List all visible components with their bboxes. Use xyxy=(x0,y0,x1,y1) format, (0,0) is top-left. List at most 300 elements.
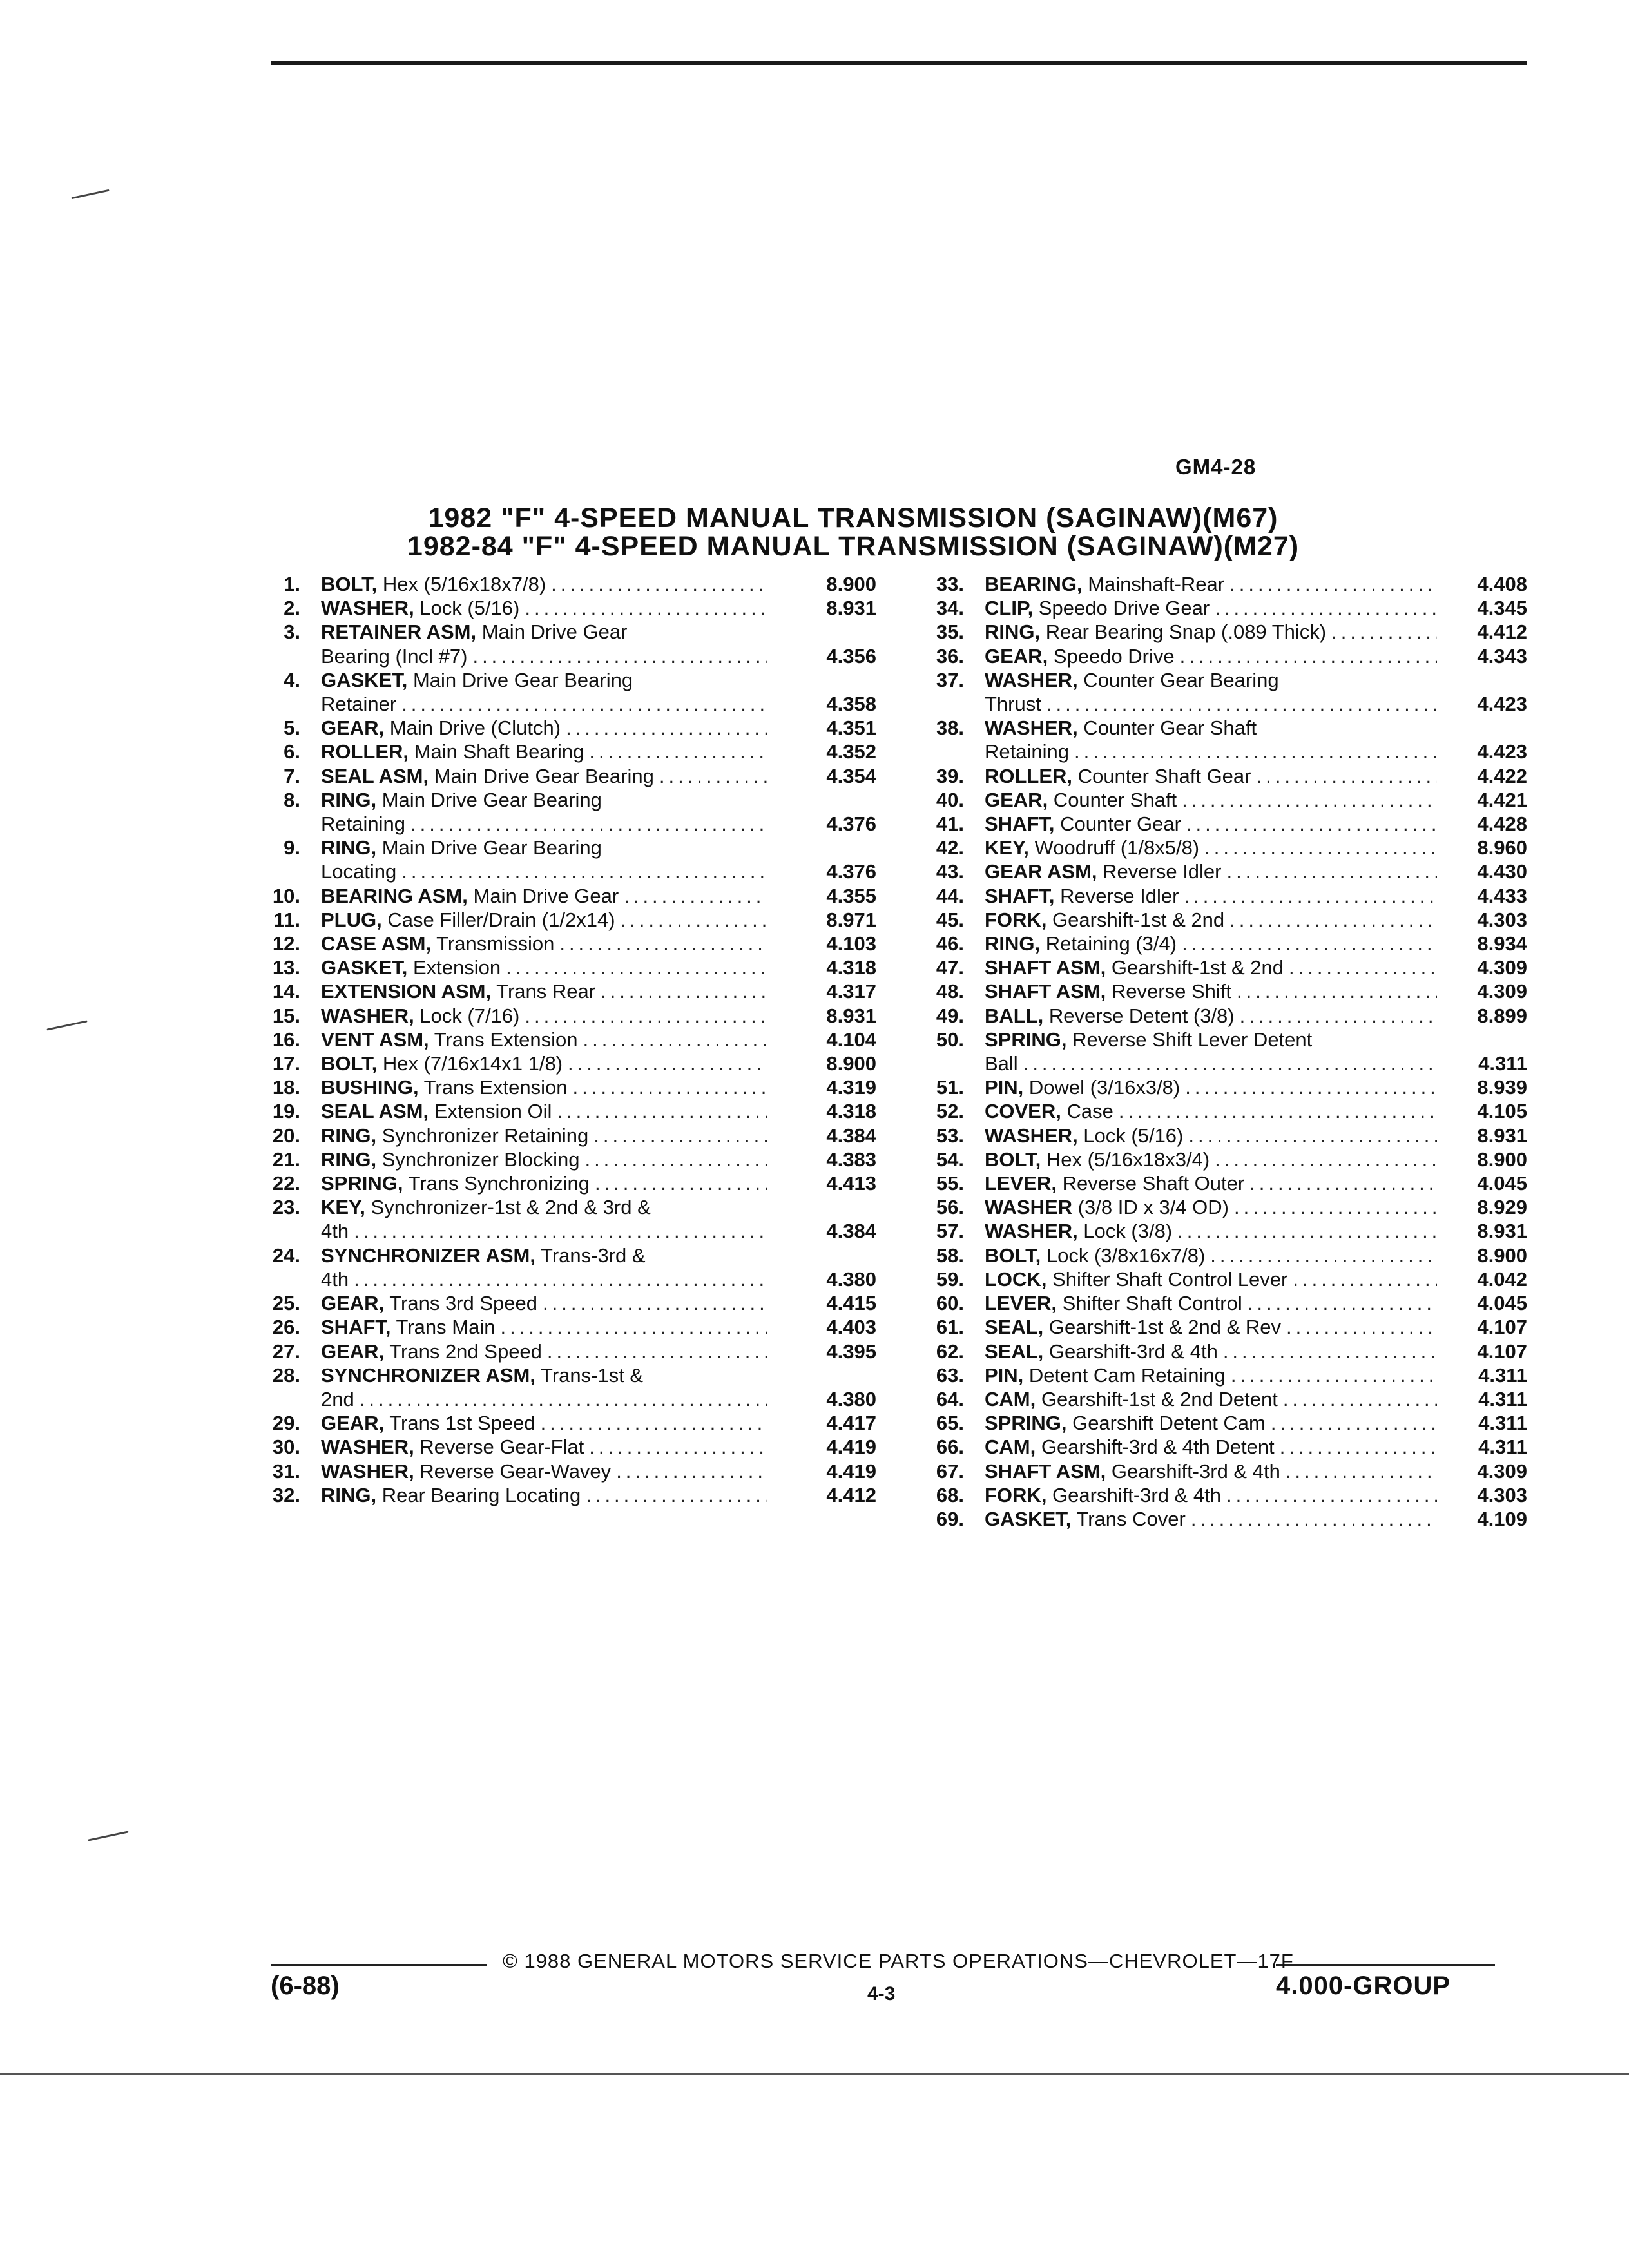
parts-list-row xyxy=(258,596,876,620)
group-number: 4.303 xyxy=(1477,1483,1527,1506)
part-description xyxy=(321,620,767,644)
top-rule xyxy=(271,61,1527,65)
part-description xyxy=(985,1052,1437,1075)
part-description xyxy=(321,836,767,860)
part-detail: Reverse Detent (3/8) xyxy=(1043,1004,1235,1027)
group-number xyxy=(767,1363,876,1387)
group-number: 4.105 xyxy=(1477,1100,1527,1123)
group-number: 8.900 xyxy=(826,573,876,595)
part-description xyxy=(321,1387,767,1411)
part-name: KEY, xyxy=(321,1196,365,1219)
part-description xyxy=(321,956,767,979)
group-number: 4.107 xyxy=(1477,1340,1527,1363)
part-description xyxy=(321,1411,767,1435)
leader-dots xyxy=(584,740,767,764)
part-name: PLUG, xyxy=(321,908,382,931)
part-detail: Reverse Shaft Outer xyxy=(1056,1172,1245,1195)
part-name: RETAINER ASM, xyxy=(321,620,477,644)
group-number: 4.311 xyxy=(1478,1363,1527,1387)
parts-list-row xyxy=(258,1483,876,1507)
parts-list-row xyxy=(258,1340,876,1363)
part-description xyxy=(321,812,767,836)
part-detail: Reverse Idler xyxy=(1097,860,1222,883)
part-name: PIN, xyxy=(985,1363,1024,1387)
group-number: 4.413 xyxy=(826,1172,876,1195)
part-name: GASKET, xyxy=(321,956,408,979)
part-name: SHAFT ASM, xyxy=(985,956,1106,979)
part-detail: Woodruff (1/8x5/8) xyxy=(1028,836,1200,860)
item-number: 26. xyxy=(272,1316,300,1339)
part-description xyxy=(985,1028,1437,1052)
part-detail: Reverse Shift Lever Detent xyxy=(1066,1028,1313,1051)
item-number: 43. xyxy=(936,860,964,883)
leader-dots xyxy=(1287,1267,1437,1291)
item-number: 15. xyxy=(272,1004,300,1027)
group-number: 4.421 xyxy=(1477,788,1527,811)
part-description xyxy=(985,620,1437,644)
leader-dots xyxy=(1229,1195,1437,1219)
leader-dots xyxy=(396,860,767,883)
part-detail: Retaining (3/4) xyxy=(1040,932,1177,956)
part-description xyxy=(985,1363,1437,1387)
item-number: 42. xyxy=(936,836,964,860)
part-description xyxy=(321,1435,767,1459)
part-description xyxy=(321,1124,767,1148)
part-detail: Retainer xyxy=(321,693,397,716)
group-number: 4.045 xyxy=(1477,1172,1527,1195)
leader-dots xyxy=(546,572,767,596)
item-number: 57. xyxy=(936,1220,964,1243)
part-name: RING, xyxy=(321,1148,377,1171)
part-detail: Trans Cover xyxy=(1071,1507,1186,1530)
parts-list-row xyxy=(258,1171,876,1195)
leader-dots xyxy=(1199,836,1437,860)
group-number xyxy=(767,788,876,812)
item-number xyxy=(258,860,321,883)
parts-list-row xyxy=(921,1099,1527,1123)
parts-list-row xyxy=(258,668,876,692)
part-name: LOCK, xyxy=(985,1267,1047,1291)
part-detail: Trans 3rd Speed xyxy=(384,1292,538,1315)
parts-list-row xyxy=(258,1267,876,1291)
group-number: 4.422 xyxy=(1477,764,1527,787)
parts-list-row xyxy=(921,1507,1527,1531)
parts-list-row xyxy=(258,1195,876,1219)
item-number xyxy=(258,1267,321,1291)
part-detail: Trans 2nd Speed xyxy=(384,1340,542,1363)
part-detail: Counter Shaft Gear xyxy=(1072,764,1251,787)
item-number: 30. xyxy=(272,1436,300,1459)
parts-list-row xyxy=(258,1244,876,1267)
part-detail: Lock (5/16) xyxy=(414,597,520,620)
parts-list-row xyxy=(921,1459,1527,1483)
leader-dots xyxy=(561,716,767,740)
parts-list-row xyxy=(921,1291,1527,1315)
leader-dots xyxy=(1275,1435,1437,1459)
leader-dots xyxy=(1281,1315,1437,1339)
group-number: 4.319 xyxy=(826,1076,876,1099)
part-name: ROLLER, xyxy=(321,740,409,764)
group-number: 4.419 xyxy=(826,1459,876,1483)
part-name: FORK, xyxy=(985,1483,1047,1506)
parts-list-row xyxy=(921,1171,1527,1195)
part-detail: Counter Gear xyxy=(1054,812,1181,836)
part-name: SHAFT, xyxy=(985,812,1055,836)
part-detail: Ball xyxy=(985,1052,1018,1075)
group-number xyxy=(767,668,876,692)
item-number: 14. xyxy=(272,980,300,1003)
part-name: BEARING, xyxy=(985,573,1083,595)
group-number: 4.384 xyxy=(826,1124,876,1147)
group-number: 4.380 xyxy=(826,1267,876,1291)
part-description xyxy=(321,908,767,932)
part-detail: Bearing (Incl #7) xyxy=(321,644,468,668)
group-number: 4.384 xyxy=(826,1220,876,1243)
item-number: 3. xyxy=(284,620,300,644)
part-name: SEAL, xyxy=(985,1316,1044,1339)
parts-list-row xyxy=(258,1148,876,1171)
leader-dots xyxy=(1175,644,1437,668)
part-detail: Speedo Drive xyxy=(1048,644,1175,668)
leader-dots xyxy=(654,764,767,788)
leader-dots xyxy=(1177,932,1437,956)
part-description xyxy=(985,932,1437,956)
part-description xyxy=(985,836,1437,860)
item-number: 22. xyxy=(272,1172,300,1195)
item-number: 10. xyxy=(272,884,300,907)
part-detail: Reverse Gear-Wavey xyxy=(414,1459,612,1483)
part-description xyxy=(321,884,767,908)
part-description xyxy=(321,1483,767,1507)
part-detail: Counter Gear Shaft xyxy=(1077,716,1257,740)
item-number: 38. xyxy=(936,716,964,740)
item-number: 21. xyxy=(272,1148,300,1171)
item-number: 36. xyxy=(936,644,964,668)
group-number: 8.900 xyxy=(826,1052,876,1075)
part-description xyxy=(321,1291,767,1315)
part-description xyxy=(985,668,1437,692)
leader-dots xyxy=(1266,1411,1437,1435)
group-number: 4.317 xyxy=(826,980,876,1003)
part-description xyxy=(985,764,1437,788)
group-number: 8.931 xyxy=(1477,1124,1527,1147)
part-description xyxy=(985,596,1437,620)
part-name: GASKET, xyxy=(985,1507,1072,1530)
part-detail: Reverse Shift xyxy=(1106,980,1231,1003)
group-number: 4.430 xyxy=(1477,860,1527,883)
part-detail: Main Drive Gear xyxy=(476,620,628,644)
part-description xyxy=(321,644,767,668)
part-description xyxy=(321,1459,767,1483)
part-description xyxy=(985,1507,1437,1531)
group-number: 4.303 xyxy=(1477,908,1527,931)
parts-list-row xyxy=(258,644,876,668)
group-number: 4.045 xyxy=(1477,1292,1527,1315)
part-detail: Gearshift-3rd & 4th Detent xyxy=(1036,1436,1275,1459)
group-number: 4.355 xyxy=(826,884,876,907)
item-number: 69. xyxy=(936,1507,964,1530)
part-name: SHAFT, xyxy=(985,884,1055,907)
parts-list-row xyxy=(921,1219,1527,1243)
part-description xyxy=(321,1219,767,1243)
group-number: 4.343 xyxy=(1477,644,1527,668)
part-description xyxy=(985,1291,1437,1315)
part-detail: Gearshift Detent Cam xyxy=(1066,1412,1266,1435)
leader-dots xyxy=(519,596,767,620)
parts-list-row xyxy=(921,884,1527,908)
group-number: 8.900 xyxy=(1477,1244,1527,1267)
part-detail: Extension Oil xyxy=(429,1100,552,1123)
part-name: GEAR ASM, xyxy=(985,860,1097,883)
part-detail: (3/8 ID x 3/4 OD) xyxy=(1072,1196,1229,1219)
parts-list-row xyxy=(921,620,1527,644)
part-detail: Hex (5/16x18x3/4) xyxy=(1041,1148,1210,1171)
part-name: BUSHING, xyxy=(321,1076,419,1099)
parts-list-row xyxy=(921,908,1527,932)
parts-list-row xyxy=(921,860,1527,883)
group-number: 4.412 xyxy=(1477,620,1527,644)
part-description xyxy=(985,956,1437,979)
part-description xyxy=(321,932,767,956)
part-detail: Trans-3rd & xyxy=(535,1244,646,1267)
item-number: 56. xyxy=(936,1196,964,1219)
item-number: 29. xyxy=(272,1412,300,1435)
part-description xyxy=(985,1315,1437,1339)
group-number: 4.408 xyxy=(1477,573,1527,595)
group-number xyxy=(1437,668,1527,692)
part-detail: Lock (7/16) xyxy=(414,1004,520,1027)
footer-rule-left xyxy=(271,1964,487,1966)
parts-list-left xyxy=(258,572,876,1507)
part-description xyxy=(321,572,767,596)
part-detail: Shifter Shaft Control Lever xyxy=(1046,1267,1288,1291)
item-number: 23. xyxy=(272,1196,300,1219)
part-name: SYNCHRONIZER ASM, xyxy=(321,1244,535,1267)
item-number: 41. xyxy=(936,812,964,836)
leader-dots xyxy=(535,1411,767,1435)
group-number: 4.311 xyxy=(1478,1412,1527,1435)
part-description xyxy=(321,668,767,692)
parts-list-row xyxy=(921,1075,1527,1099)
group-number: 4.109 xyxy=(1477,1507,1527,1530)
parts-list-row xyxy=(258,1219,876,1243)
part-name: BOLT, xyxy=(985,1244,1041,1267)
item-number: 17. xyxy=(272,1052,300,1075)
parts-list-row xyxy=(921,1411,1527,1435)
item-number: 20. xyxy=(272,1124,300,1147)
leader-dots xyxy=(1244,1171,1437,1195)
item-number: 28. xyxy=(272,1363,300,1387)
item-number: 40. xyxy=(936,788,964,811)
part-name: CLIP, xyxy=(985,597,1034,620)
parts-list-row xyxy=(258,884,876,908)
parts-list-row xyxy=(921,716,1527,740)
item-number: 11. xyxy=(273,908,300,931)
parts-list-row xyxy=(921,1244,1527,1267)
part-detail: Gearshift-3rd & 4th xyxy=(1106,1459,1280,1483)
leader-dots xyxy=(349,1219,767,1243)
leader-dots xyxy=(563,1052,767,1075)
part-name: SYNCHRONIZER ASM, xyxy=(321,1363,535,1387)
leader-dots xyxy=(1218,1340,1437,1363)
item-number: 50. xyxy=(936,1028,964,1051)
part-description xyxy=(321,1340,767,1363)
leader-dots xyxy=(611,1459,767,1483)
document-code: GM4-28 xyxy=(1175,455,1257,479)
part-detail: Retaining xyxy=(321,812,405,836)
parts-list-row xyxy=(921,1387,1527,1411)
parts-list-row xyxy=(258,812,876,836)
group-number: 4.395 xyxy=(826,1340,876,1363)
part-description xyxy=(321,1148,767,1171)
part-name: RING, xyxy=(985,620,1041,644)
group-number xyxy=(767,1244,876,1267)
group-number: 4.403 xyxy=(826,1316,876,1339)
leader-dots xyxy=(354,1387,767,1411)
parts-list-row xyxy=(921,1340,1527,1363)
parts-list-row xyxy=(921,1148,1527,1171)
part-name: FORK, xyxy=(985,908,1047,931)
parts-list-row xyxy=(921,692,1527,716)
part-name: SEAL ASM, xyxy=(321,764,429,787)
item-number: 12. xyxy=(272,932,300,956)
page-title-line-1: 1982 "F" 4-SPEED MANUAL TRANSMISSION (SAGINAW)(M67) xyxy=(428,503,1278,533)
part-detail: Synchronizer Blocking xyxy=(376,1148,580,1171)
leader-dots xyxy=(1224,572,1437,596)
part-name: GEAR, xyxy=(321,1340,385,1363)
part-detail: Reverse Gear-Flat xyxy=(414,1436,584,1459)
part-name: VENT ASM, xyxy=(321,1028,429,1051)
part-name: SPRING, xyxy=(321,1172,403,1195)
leader-dots xyxy=(495,1315,767,1339)
part-detail: Synchronizer Retaining xyxy=(376,1124,589,1147)
part-description xyxy=(321,1004,767,1028)
group-number: 4.309 xyxy=(1477,1459,1527,1483)
group-number: 8.931 xyxy=(1477,1220,1527,1243)
part-name: WASHER xyxy=(985,1196,1073,1219)
item-number xyxy=(258,1219,321,1243)
part-detail: Main Drive (Clutch) xyxy=(384,716,561,740)
part-description xyxy=(321,1195,767,1219)
part-name: WASHER, xyxy=(985,1220,1078,1243)
parts-list-row xyxy=(921,1004,1527,1028)
parts-list-row xyxy=(921,836,1527,860)
part-name: ROLLER, xyxy=(985,764,1073,787)
item-number: 31. xyxy=(272,1459,300,1483)
group-number: 4.376 xyxy=(826,860,876,883)
part-detail: Trans Synchronizing xyxy=(403,1172,590,1195)
parts-list-row xyxy=(921,956,1527,979)
part-description xyxy=(321,596,767,620)
part-name: SHAFT ASM, xyxy=(985,980,1106,1003)
part-name: EXTENSION ASM, xyxy=(321,980,492,1003)
group-number: 4.042 xyxy=(1477,1267,1527,1291)
parts-list-row xyxy=(258,1459,876,1483)
part-name: WASHER, xyxy=(985,668,1078,691)
part-name: BOLT, xyxy=(321,573,378,595)
leader-dots xyxy=(1224,908,1437,932)
leader-dots xyxy=(1235,1004,1437,1028)
parts-list-row xyxy=(258,836,876,860)
group-number: 4.423 xyxy=(1477,693,1527,716)
leader-dots xyxy=(542,1340,767,1363)
part-detail: 2nd xyxy=(321,1387,354,1410)
part-detail: Trans Extension xyxy=(429,1028,578,1051)
part-name: COVER, xyxy=(985,1100,1061,1123)
group-number: 4.318 xyxy=(826,956,876,979)
leader-dots xyxy=(579,1148,767,1171)
leader-dots xyxy=(537,1291,767,1315)
leader-dots xyxy=(1231,979,1437,1003)
group-number xyxy=(767,620,876,644)
leader-dots xyxy=(1069,740,1437,764)
part-detail: Gearshift-1st & 2nd xyxy=(1106,956,1284,979)
item-number: 35. xyxy=(936,620,964,644)
group-number xyxy=(1437,1028,1527,1052)
part-detail: Trans Extension xyxy=(418,1076,568,1099)
leader-dots xyxy=(1222,860,1438,883)
part-detail: Hex (5/16x18x7/8) xyxy=(377,573,546,595)
part-detail: Lock (3/8x16x7/8) xyxy=(1041,1244,1206,1267)
part-detail: Main Drive Gear Bearing xyxy=(376,836,602,860)
part-name: LEVER, xyxy=(985,1292,1057,1315)
item-number: 25. xyxy=(272,1292,300,1315)
part-description xyxy=(985,1171,1437,1195)
part-name: BALL, xyxy=(985,1004,1044,1027)
leader-dots xyxy=(554,932,767,956)
part-description xyxy=(321,1028,767,1052)
part-detail: Reverse Idler xyxy=(1054,884,1179,907)
parts-list-row xyxy=(258,764,876,788)
leader-dots xyxy=(1172,1219,1437,1243)
parts-list-row xyxy=(258,1099,876,1123)
group-number: 4.423 xyxy=(1477,740,1527,764)
margin-tick xyxy=(46,1020,87,1030)
group-number: 4.309 xyxy=(1477,956,1527,979)
part-description xyxy=(321,860,767,883)
item-number: 63. xyxy=(936,1363,964,1387)
leader-dots xyxy=(615,908,767,932)
item-number: 8. xyxy=(284,788,300,811)
item-number: 49. xyxy=(936,1004,964,1027)
item-number: 9. xyxy=(284,836,300,860)
item-number: 4. xyxy=(284,668,300,691)
part-name: GEAR, xyxy=(321,1412,385,1435)
part-description xyxy=(985,860,1437,883)
part-detail: Dowel (3/16x3/8) xyxy=(1023,1076,1181,1099)
part-name: BOLT, xyxy=(321,1052,378,1075)
item-number: 16. xyxy=(272,1028,300,1051)
parts-list-row xyxy=(921,1435,1527,1459)
leader-dots xyxy=(1183,1124,1437,1148)
group-number: 4.433 xyxy=(1477,884,1527,907)
group-number: 8.899 xyxy=(1477,1004,1527,1027)
group-number: 4.351 xyxy=(826,716,876,740)
group-number: 4.352 xyxy=(826,740,876,764)
part-name: RING, xyxy=(321,1483,377,1506)
part-detail: Gearshift-3rd & 4th xyxy=(1046,1483,1221,1506)
parts-list-row xyxy=(921,1124,1527,1148)
part-detail: Lock (5/16) xyxy=(1077,1124,1184,1147)
leader-dots xyxy=(1205,1244,1437,1267)
parts-list-row xyxy=(258,1052,876,1075)
parts-list-row xyxy=(921,788,1527,812)
part-detail: Transmission xyxy=(431,932,555,956)
item-number xyxy=(921,1052,985,1075)
item-number: 53. xyxy=(936,1124,964,1147)
item-number: 37. xyxy=(936,668,964,691)
parts-list-row xyxy=(258,740,876,764)
